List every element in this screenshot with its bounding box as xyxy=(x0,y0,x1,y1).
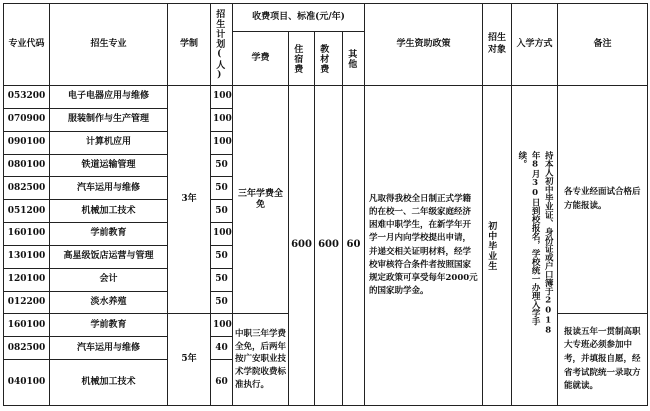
code-cell: 130100 xyxy=(4,245,50,268)
major-cell: 汽车运用与维修 xyxy=(50,337,168,360)
code-cell: 070900 xyxy=(4,108,50,131)
code-cell: 160100 xyxy=(4,314,50,337)
header-other: 其他 xyxy=(343,32,365,86)
plan-cell: 50 xyxy=(211,177,233,200)
plan-cell: 40 xyxy=(211,337,233,360)
plan-cell: 100 xyxy=(211,314,233,337)
major-cell: 学前教育 xyxy=(50,223,168,246)
header-remarks: 备注 xyxy=(558,4,648,86)
header-tuition: 学费 xyxy=(233,32,289,86)
plan-cell: 100 xyxy=(211,86,233,109)
major-cell: 高星级饭店运营与管理 xyxy=(50,245,168,268)
header-fees-group: 收费项目、标准(元/年) xyxy=(233,4,365,32)
target-cell: 初中毕业生 xyxy=(483,86,512,406)
code-cell: 040100 xyxy=(4,360,50,406)
plan-cell: 50 xyxy=(211,291,233,314)
duration-3yr: 3年 xyxy=(168,86,211,314)
major-cell: 淡水养殖 xyxy=(50,291,168,314)
code-cell: 082500 xyxy=(4,337,50,360)
code-cell: 051200 xyxy=(4,200,50,223)
tuition-3yr: 三年学费全免 xyxy=(233,86,289,314)
dorm-fee: 600 xyxy=(289,86,315,406)
major-cell: 会计 xyxy=(50,268,168,291)
header-textbook: 教材费 xyxy=(315,32,343,86)
header-plan: 招生计划(人) xyxy=(211,4,233,86)
major-cell: 机械加工技术 xyxy=(50,200,168,223)
other-fee: 60 xyxy=(343,86,365,406)
remarks-3yr: 各专业经面试合格后方能报读。 xyxy=(558,86,648,314)
major-cell: 计算机应用 xyxy=(50,131,168,154)
code-cell: 120100 xyxy=(4,268,50,291)
header-major: 招生专业 xyxy=(50,4,168,86)
major-cell: 服装制作与生产管理 xyxy=(50,108,168,131)
header-dorm: 住宿费 xyxy=(289,32,315,86)
header-method: 入学方式 xyxy=(512,4,558,86)
major-cell: 汽车运用与维修 xyxy=(50,177,168,200)
plan-cell: 100 xyxy=(211,223,233,246)
code-cell: 090100 xyxy=(4,131,50,154)
code-cell: 012200 xyxy=(4,291,50,314)
plan-cell: 50 xyxy=(211,154,233,177)
plan-cell: 50 xyxy=(211,245,233,268)
header-target: 招生对象 xyxy=(483,4,512,86)
enrollment-table xyxy=(3,3,648,406)
duration-5yr: 5年 xyxy=(168,314,211,406)
plan-cell: 50 xyxy=(211,268,233,291)
remarks-5yr: 报读五年一贯制高职大专班必须参加中考，并填报自愿，经省考试院统一录取方能就读。 xyxy=(558,314,648,406)
code-cell: 080100 xyxy=(4,154,50,177)
plan-cell: 50 xyxy=(211,200,233,223)
textbook-fee: 600 xyxy=(315,86,343,406)
major-cell: 机械加工技术 xyxy=(50,360,168,406)
code-cell: 082500 xyxy=(4,177,50,200)
tuition-5yr: 中职三年学费全免，后两年按广安职业技术学院收费标准执行。 xyxy=(233,314,289,406)
plan-cell: 100 xyxy=(211,131,233,154)
method-cell: 持本人初中毕业证、身份证或户口簿于2018年8月30日到校报名，学校统一办理入学手续。 xyxy=(512,86,558,406)
table-row xyxy=(4,86,648,109)
header-code: 专业代码 xyxy=(4,4,50,86)
plan-cell: 100 xyxy=(211,108,233,131)
aid-policy: 凡取得我校全日制正式学籍的在校一、二年级家庭经济困难中职学生，在新学年开学一月内向学校提出申请，并递交相关证明材料，经学校审核符合条件者按照国家规定政策可享受每年2000元的国家助学金。 xyxy=(365,86,483,406)
code-cell: 160100 xyxy=(4,223,50,246)
plan-cell: 60 xyxy=(211,360,233,406)
major-cell: 铁道运输管理 xyxy=(50,154,168,177)
header-aid: 学生资助政策 xyxy=(365,4,483,86)
code-cell: 053200 xyxy=(4,86,50,109)
header-duration: 学制 xyxy=(168,4,211,86)
major-cell: 学前教育 xyxy=(50,314,168,337)
major-cell: 电子电器应用与维修 xyxy=(50,86,168,109)
